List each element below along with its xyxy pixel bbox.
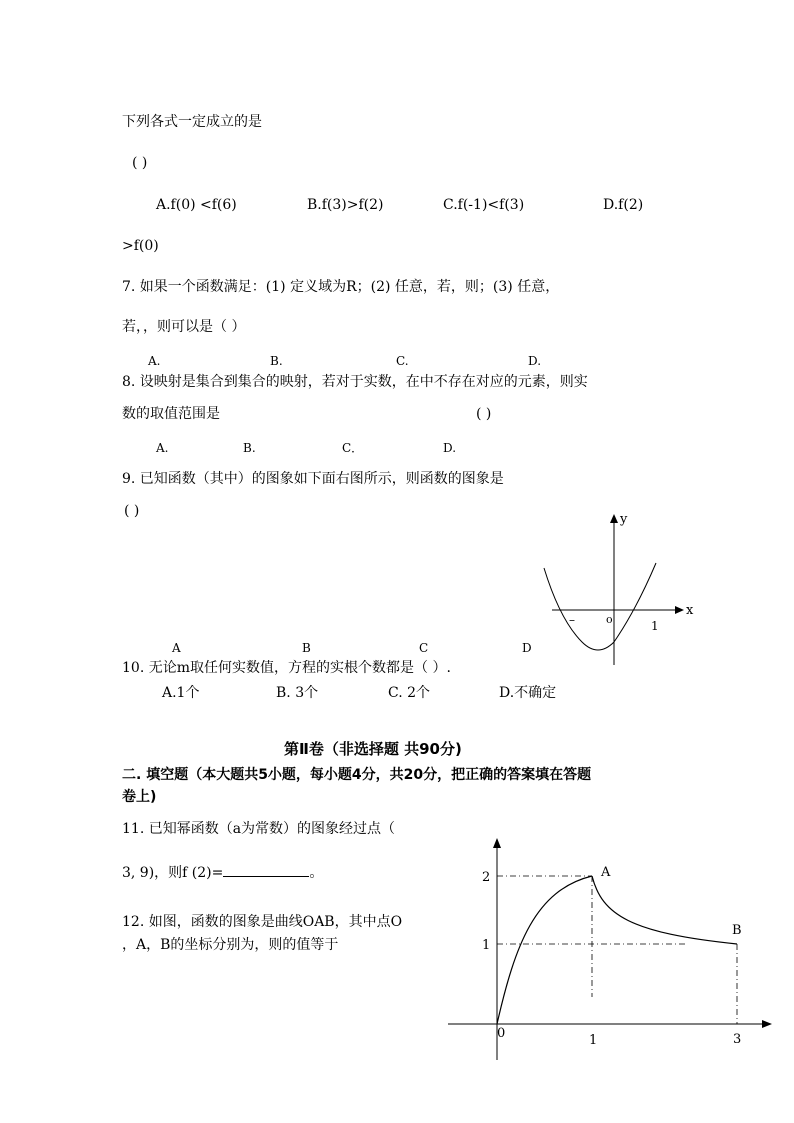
q6-option-d-wrap: >f(0) <box>122 238 159 254</box>
q12-point-b-label: B <box>732 923 742 938</box>
q8-line2: 数的取值范围是 <box>122 406 220 422</box>
q11-answer-blank[interactable] <box>223 864 309 877</box>
q12-line1: 12. 如图，函数的图象是曲线OAB，其中点O <box>122 914 403 930</box>
q11-line2-text: 3, 9)，则f (2)= <box>122 865 224 881</box>
q9-label-b: B <box>302 641 311 655</box>
q12-point-a-label: A <box>601 865 611 880</box>
q8-line1: 8. 设映射是集合到集合的映射，若对于实数，在中不存在对应的元素，则实 <box>122 374 588 390</box>
q9-x-label: x <box>686 603 694 618</box>
q6-option-b: B.f(3)>f(2) <box>307 197 384 213</box>
q7-option-c: C. <box>396 354 409 368</box>
section-fill-in-heading-wrap: 卷上) <box>122 789 157 805</box>
q6-option-a: A.f(0) <f(6) <box>156 197 237 213</box>
q12-x-tick-0: 0 <box>497 1026 506 1041</box>
q6-option-d: D.f(2) <box>603 197 644 213</box>
q12-curve-ab <box>592 876 737 944</box>
q9-line1: 9. 已知函数（其中）的图象如下面右图所示，则函数的图象是 <box>122 471 504 487</box>
q12-y-tick-2: 2 <box>482 870 491 885</box>
q7-line2: 若，，则可以是（ ） <box>122 319 246 335</box>
q10-line1: 10. 无论m取任何实数值，方程的实根个数都是（ ）. <box>122 660 451 676</box>
q6-stem: 下列各式一定成立的是 <box>122 114 262 130</box>
q12-curve-oa <box>497 876 592 1024</box>
q8-answer-paren: ( ) <box>476 406 492 422</box>
q10-option-b: B. 3个 <box>276 685 319 701</box>
q12-line2: ，A，B的坐标分别为，则的值等于 <box>122 937 339 953</box>
q9-label-c: C <box>419 641 429 655</box>
q8-option-a: A. <box>156 441 169 455</box>
q10-option-a: A.1个 <box>162 685 200 701</box>
q9-label-d: D <box>522 641 532 655</box>
q9-neg-mark: – <box>569 613 575 627</box>
q12-y-arrow <box>493 838 501 848</box>
q12-x-tick-1: 1 <box>589 1033 598 1048</box>
q10-option-d: D.不确定 <box>499 685 557 701</box>
q9-origin-label: o <box>606 613 613 626</box>
q9-y-label: y <box>620 512 628 527</box>
q6-option-c: C.f(-1)<f(3) <box>443 197 525 213</box>
q9-one-label: 1 <box>651 619 659 633</box>
q9-parabola-graph <box>530 510 700 670</box>
q8-option-d: D. <box>443 441 457 455</box>
q12-curve-graph <box>440 835 780 1065</box>
q9-parabola-curve <box>544 563 656 650</box>
q7-option-a: A. <box>148 354 161 368</box>
q12-x-tick-3: 3 <box>733 1032 742 1047</box>
q9-answer-paren: ( ) <box>124 503 140 519</box>
q8-option-b: B. <box>243 441 256 455</box>
q6-answer-paren: ( ) <box>132 155 148 171</box>
q12-y-tick-1: 1 <box>482 938 491 953</box>
q9-x-arrow <box>675 606 684 614</box>
q7-line1: 7. 如果一个函数满足：(1) 定义域为R；(2) 任意，若，则；(3) 任意， <box>122 279 560 295</box>
q11-line2-end: 。 <box>309 865 324 881</box>
q9-y-arrow <box>610 514 618 523</box>
q8-option-c: C． <box>342 441 364 455</box>
q7-option-d: D. <box>528 354 542 368</box>
q7-option-b: B. <box>270 354 283 368</box>
q11-line2 <box>122 864 323 880</box>
q9-label-a: A <box>172 641 181 655</box>
q11-line1: 11. 已知幂函数（a为常数）的图象经过点（ <box>122 821 396 837</box>
q12-x-arrow <box>762 1020 772 1028</box>
part2-title: 第Ⅱ卷（非选择题 共90分) <box>284 740 462 758</box>
q10-option-c: C. 2个 <box>388 685 431 701</box>
section-fill-in-heading: 二. 填空题（本大题共5小题，每小题4分，共20分，把正确的答案填在答题 <box>122 767 592 783</box>
